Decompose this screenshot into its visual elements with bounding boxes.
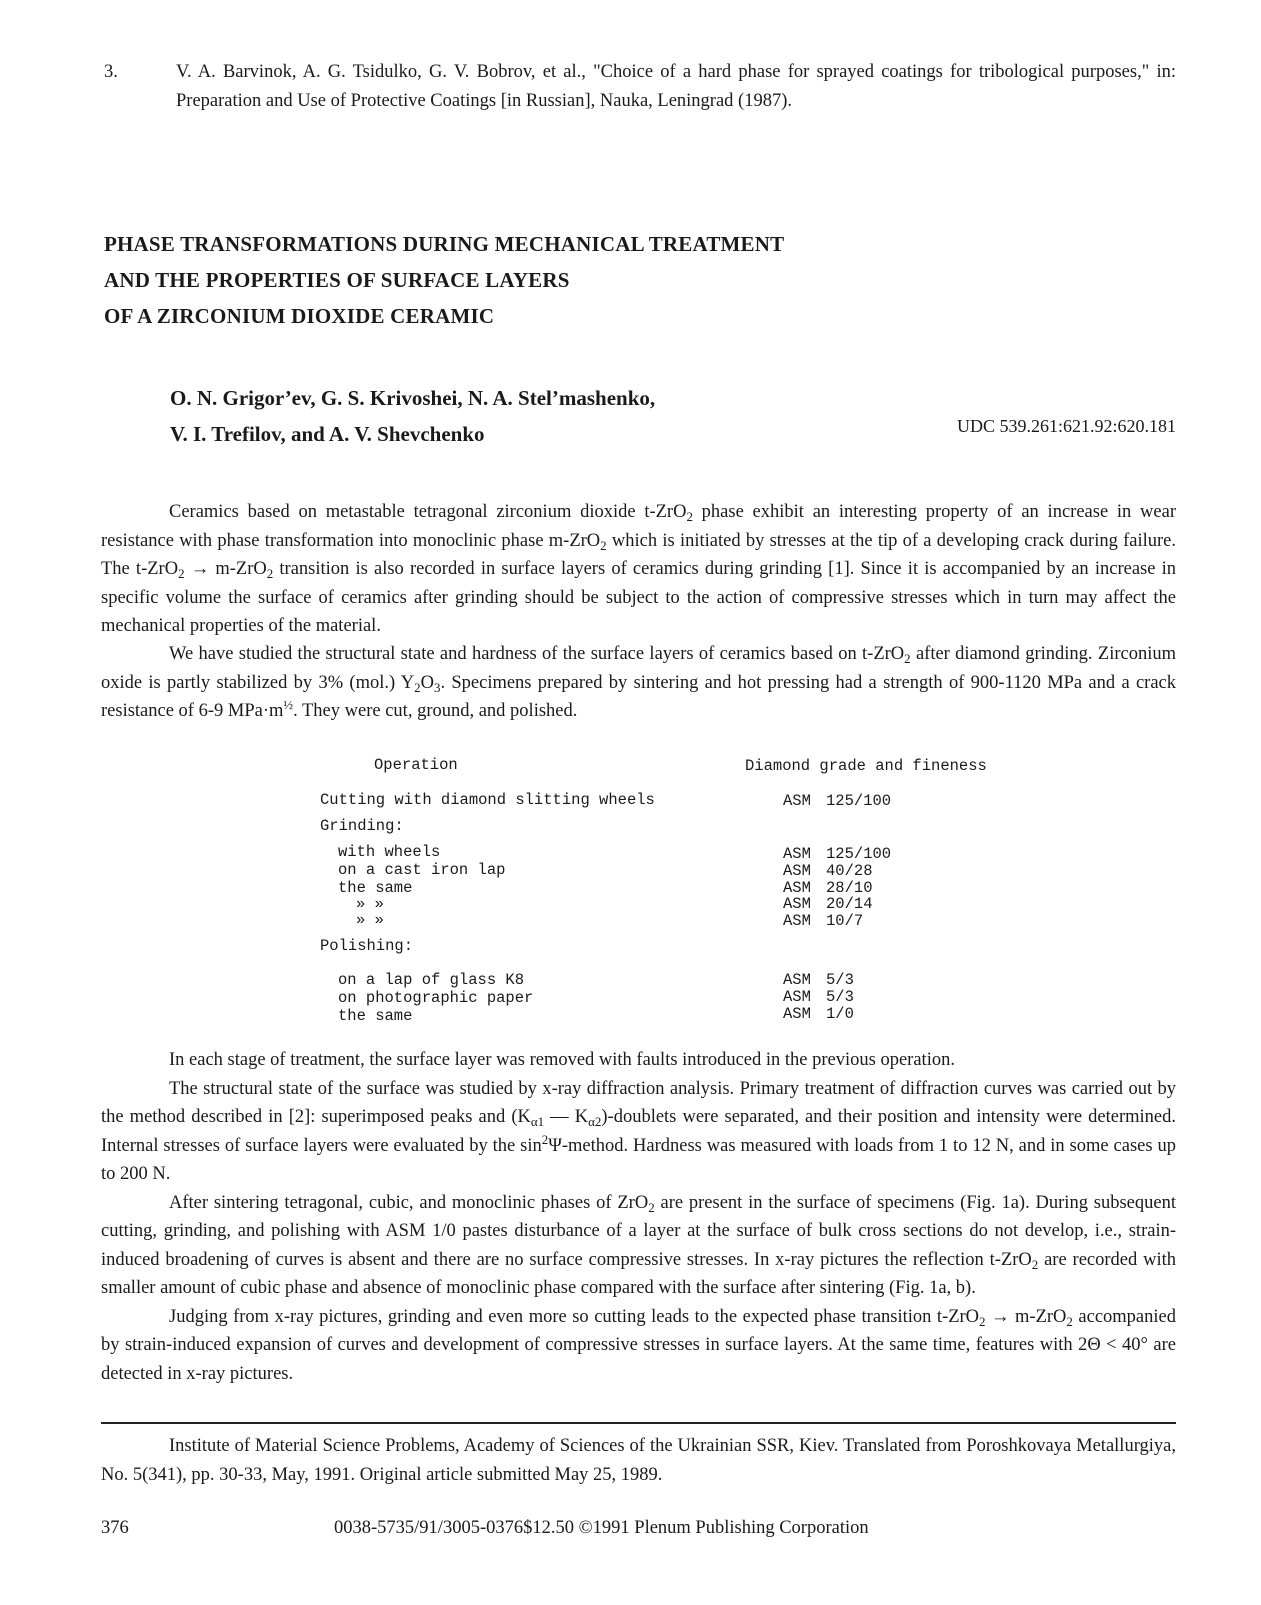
table-row-op: » » — [356, 895, 384, 913]
title-line-1: PHASE TRANSFORMATIONS DURING MECHANICAL TREATMENT — [104, 232, 785, 256]
table-row-fineness: 125/100 — [826, 792, 892, 810]
paragraph-4: The structural state of the surface was studied by x-ray diffraction analysis. Primary treatment of diffraction curves was carried out by the method described in [2]: superimposed peaks and ($K_{\alpha 1}$ — $K_{\alpha 2}$)-doublets were separated, and their position and intensity were determined. Internal stresses of surface layers were evaluated by the $\sin^2\Psi$-method. Hardness was measured with loads from 1 to 12 N, and in some cases up to 200 N. — [101, 1078, 1176, 1184]
table-row-grade: ASM — [783, 862, 811, 880]
footnote-text: Institute of Material Science Problems, Academy of Sciences of the Ukrainian SSR, Kiev. Translated from Poroshkovaya Metallurgiya, No. 5(341), pp. 30-33, May, 1991. Original article submitted May 25, 1989. — [101, 1436, 1176, 1485]
paragraph-3: In each stage of treatment, the surface layer was removed with faults introduced in the previous operation. — [169, 1050, 955, 1070]
table-row-fineness: 20/14 — [826, 895, 873, 913]
article-title — [104, 226, 784, 334]
table-row-fineness: 28/10 — [826, 879, 873, 897]
table-row-grade: ASM — [783, 879, 811, 897]
paragraph-5: After sintering tetragonal, cubic, and monoclinic phases of ZrO$_2$ are present in the surface of specimens (Fig. 1a). During subsequent cutting, grinding, and polishing with ASM 1/0 pastes disturbance of a layer at the surface of bulk cross sections do not develop, i.e., strain-induced broadening of curves is absent and there are no surface compressive stresses. In x-ray pictures the reflection t-ZrO$_2$ are recorded with smaller amount of cubic phase and absence of monoclinic phase compared with the surface after sintering (Fig. 1a, b). — [101, 1192, 1176, 1298]
table-row-grade: ASM — [783, 988, 811, 1006]
authors-line-2: V. I. Trefilov, and A. V. Shevchenko — [170, 422, 485, 446]
paragraph-1: Ceramics based on metastable tetragonal zirconium dioxide t-ZrO$_2$ phase exhibit an interesting property of an increase in wear resistance with phase transformation into monoclinic phase m-ZrO$_2$ which is initiated by stresses at the tip of a developing crack during failure. The t-ZrO$_2$ → m-ZrO$_2$ transition is also recorded in surface layers of ceramics during grinding [1]. Since it is accompanied by an increase in specific volume the surface of ceramics after grinding should be subject to the action of compressive stresses which in turn may affect the mechanical properties of the material. — [101, 502, 1177, 636]
footnote-divider — [101, 1422, 1176, 1424]
table-row-op: the same — [338, 1007, 413, 1025]
table-row-fineness: 10/7 — [826, 912, 864, 930]
table-row-op: on a cast iron lap — [338, 861, 506, 879]
table-row-op: Cutting with diamond slitting wheels — [320, 791, 655, 809]
table-section-grinding: Grinding: — [320, 817, 404, 835]
table-row-fineness: 125/100 — [826, 845, 892, 863]
table-row-op: on a lap of glass K8 — [338, 971, 525, 989]
title-line-3: OF A ZIRCONIUM DIOXIDE CERAMIC — [104, 304, 495, 328]
table-row-fineness: 5/3 — [826, 988, 854, 1006]
table-row-op: the same — [338, 879, 413, 897]
footnote — [101, 1432, 1176, 1489]
table-row-grade: ASM — [783, 792, 811, 810]
table-row-grade: ASM — [783, 912, 811, 930]
page-number: 376 — [101, 1518, 129, 1538]
table-row-op: with wheels — [338, 843, 441, 861]
table-row-fineness: 40/28 — [826, 862, 873, 880]
table-row-fineness: 5/3 — [826, 971, 854, 989]
table-row-grade: ASM — [783, 845, 811, 863]
table-row-op: on photographic paper — [338, 989, 534, 1007]
paragraph-6: Judging from x-ray pictures, grinding and even more so cutting leads to the expected phase transition t-ZrO$_2$ → m-ZrO$_2$ accompanied by strain-induced expansion of curves and development of compressive stresses in surface layers. At the same time, features with 2Θ < 40° are detected in x-ray pictures. — [101, 1306, 1176, 1384]
reference-text: V. A. Barvinok, A. G. Tsidulko, G. V. Bobrov, et al., "Choice of a hard phase for sprayed coatings for tribological purposes," in: Preparation and Use of Protective Coatings [in Russian], Nauka, Leningrad (1987). — [176, 62, 1176, 111]
table-row-grade: ASM — [783, 895, 811, 913]
table-section-polishing: Polishing: — [320, 937, 414, 955]
body-text — [101, 1046, 1176, 1388]
udc-code: UDC 539.261:621.92:620.181 — [956, 416, 1176, 436]
table-header-operation: Operation — [374, 756, 458, 774]
title-line-2: AND THE PROPERTIES OF SURFACE LAYERS — [104, 268, 570, 292]
table-row-grade: ASM — [783, 1005, 811, 1023]
author-list — [170, 380, 655, 452]
reference-number: 3. — [104, 62, 118, 82]
table-row-fineness: 1/0 — [826, 1005, 854, 1023]
paragraph-2: We have studied the structural state and hardness of the surface layers of ceramics based on t-ZrO$_2$ after diamond grinding. Zirconium oxide is partly stabilized by 3% (mol.) $Y_2O_3$. Specimens prepared by sintering and hot pressing had a strength of 900-1120 MPa and a crack resistance of 6-9 $MPa\cdot m^{\frac{1}{2}}$. They were cut, ground, and polished. — [101, 644, 1176, 721]
table-row-op: » » — [356, 911, 384, 929]
table-header-diamond: Diamond grade and fineness — [745, 757, 987, 775]
authors-line-1: O. N. Grigor’ev, G. S. Krivoshei, N. A. Stel’mashenko, — [170, 386, 656, 410]
reference-entry — [104, 58, 1176, 116]
issn-copyright: 0038-5735/91/3005-0376$12.50 ©1991 Plenum Publishing Corporation — [334, 1518, 869, 1538]
table-row-grade: ASM — [783, 971, 811, 989]
